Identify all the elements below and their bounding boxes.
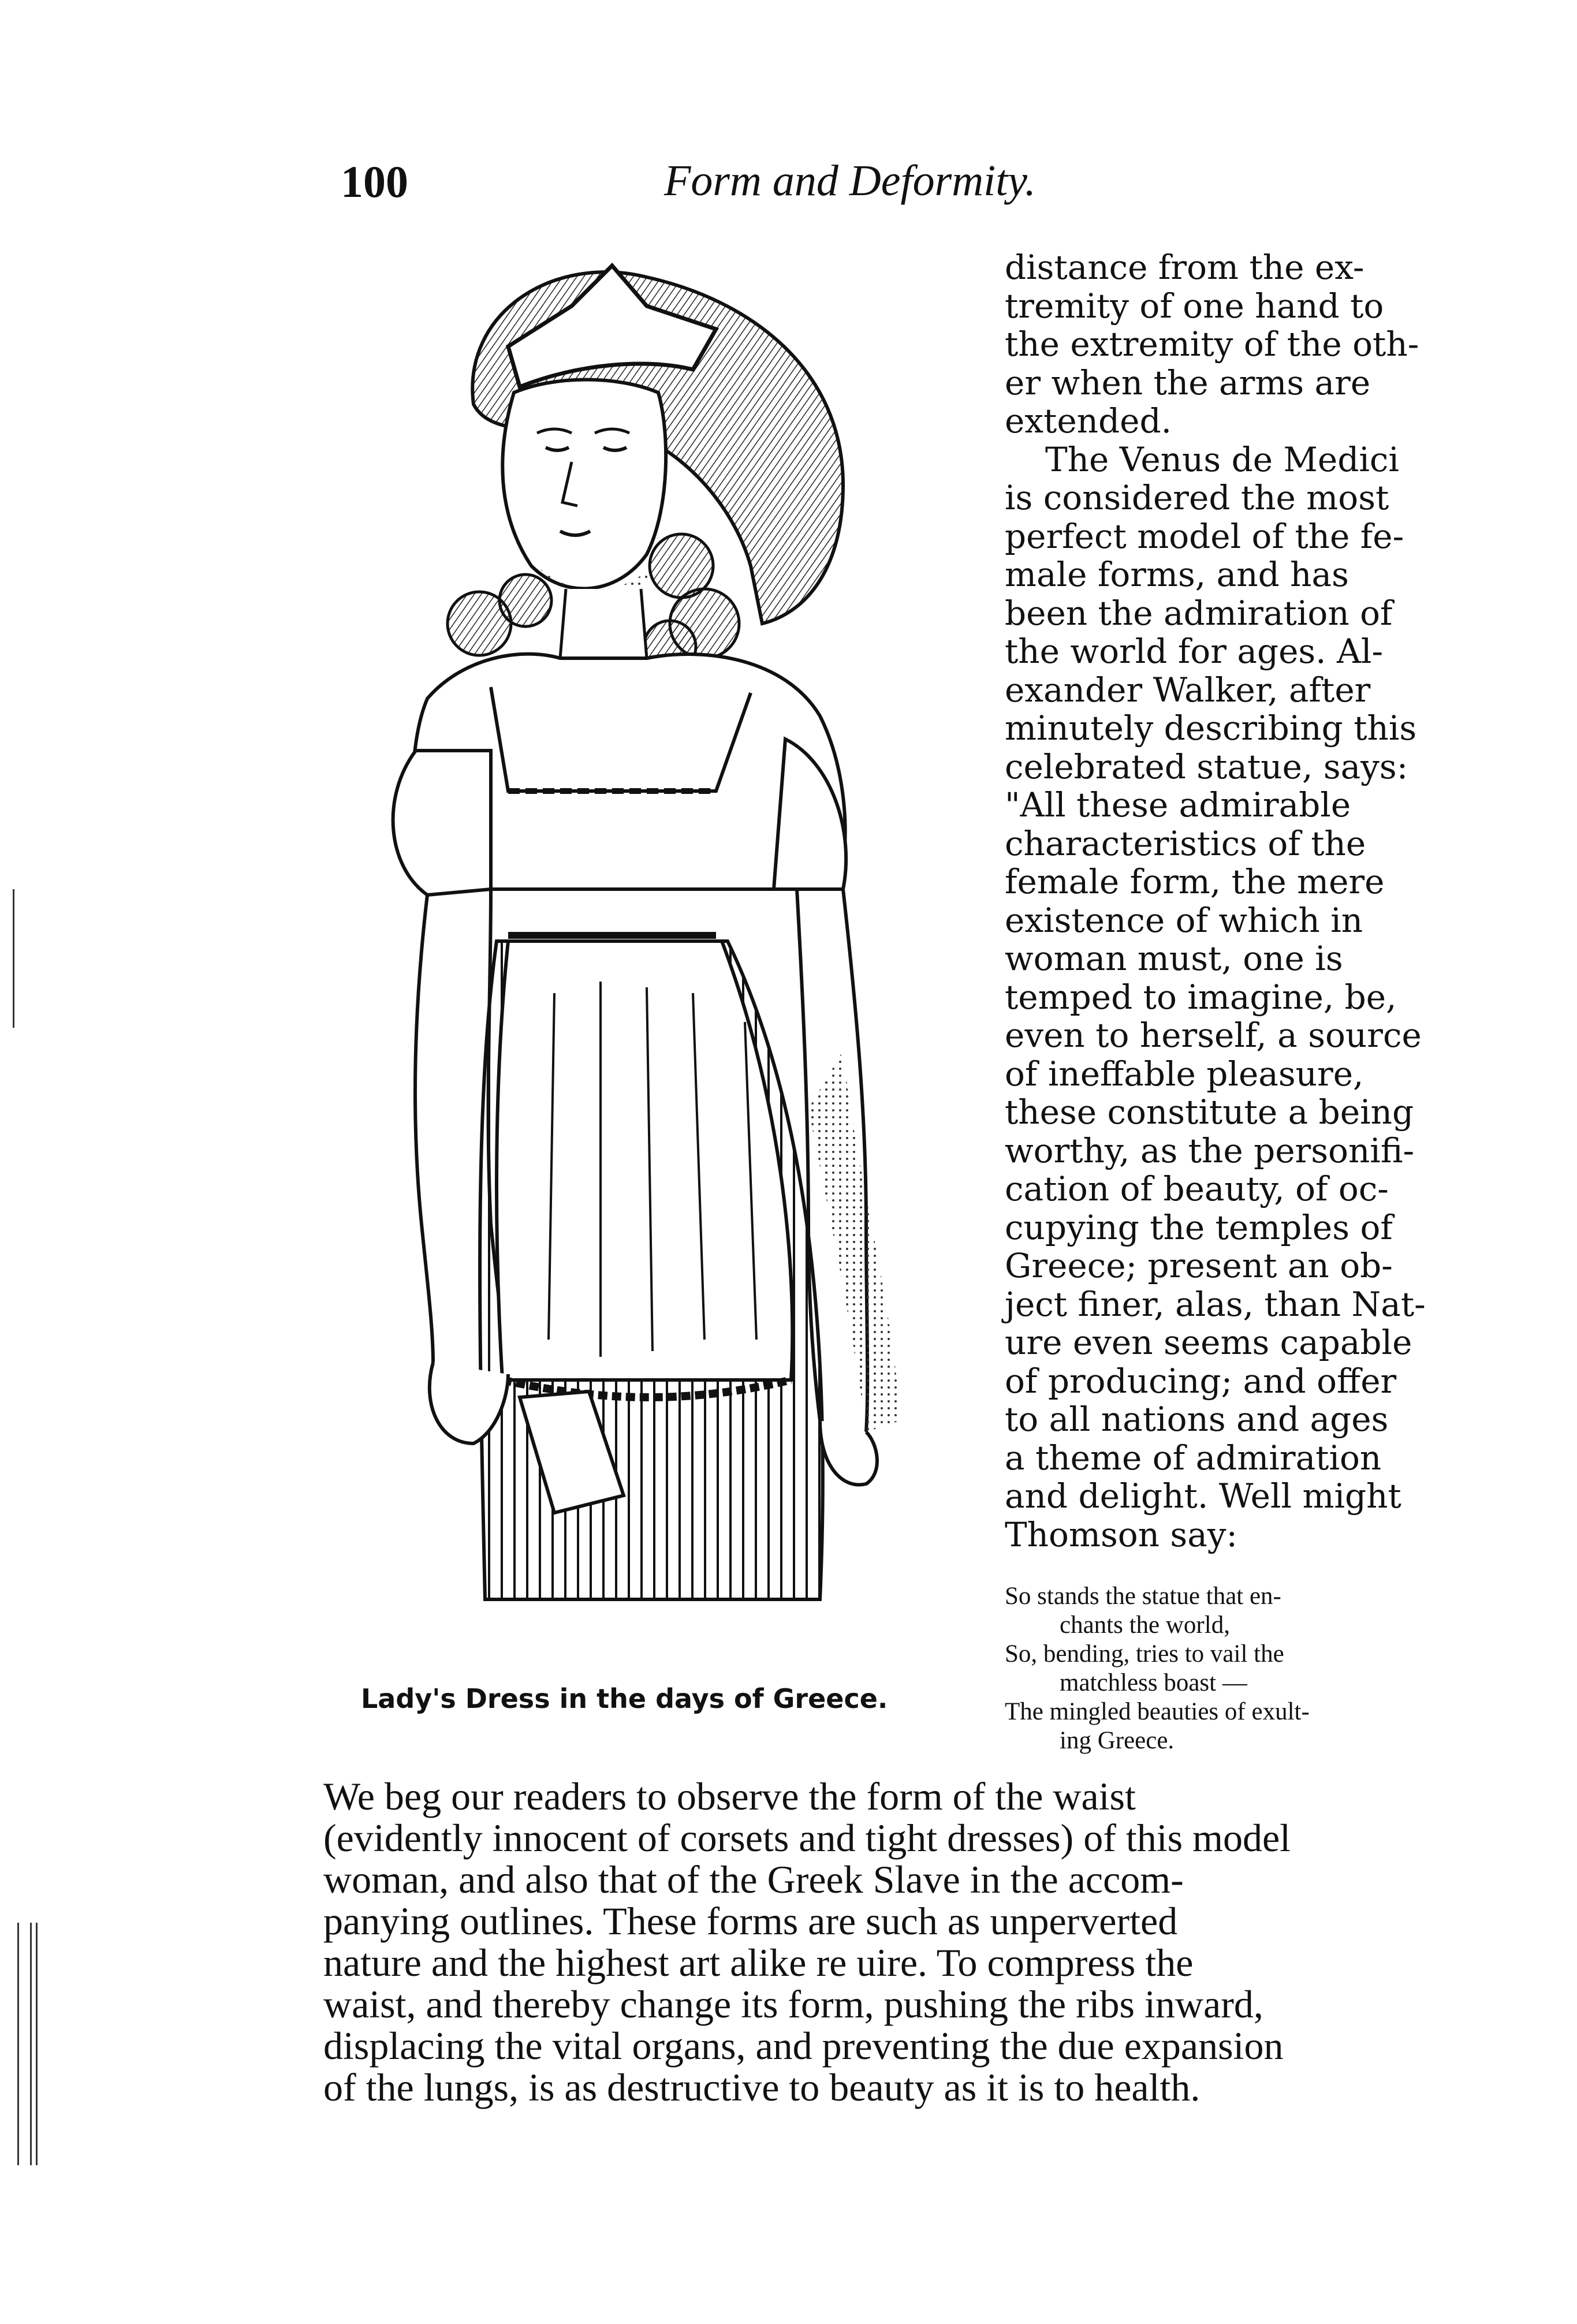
gutter-mark: [17, 1923, 19, 2165]
text-line: woman, and also that of the Greek Slave in the accom-: [323, 1857, 1184, 1901]
text-line: extended.: [1005, 401, 1172, 441]
text-line: cupying the temples of: [1005, 1207, 1393, 1247]
text-line: "All these admirable: [1005, 785, 1351, 825]
verse-line: The mingled beauties of exult-: [1005, 1698, 1310, 1725]
text-line: woman must, one is: [1005, 939, 1343, 978]
body-paragraph: [323, 1775, 1449, 2108]
text-line: these constitute a being: [1005, 1092, 1414, 1132]
text-line: even to herself, a source: [1005, 1016, 1422, 1055]
text-line: male forms, and has: [1005, 555, 1349, 594]
text-line: perfect model of the fe-: [1005, 516, 1404, 556]
text-line: been the admiration of: [1005, 593, 1393, 633]
text-line: the extremity of the oth-: [1005, 324, 1419, 364]
verse-quotation: [1005, 1582, 1467, 1755]
text-line: We beg our readers to observe the form of the waist: [323, 1774, 1136, 1818]
text-line: existence of which in: [1005, 900, 1363, 940]
text-line: panying outlines. These forms are such as unperverted: [323, 1899, 1178, 1943]
verse-line: So stands the statue that en-: [1005, 1583, 1281, 1610]
text-line: ject finer, alas, than Nat-: [1005, 1284, 1426, 1324]
verse-line: ing Greece.: [1060, 1727, 1175, 1754]
text-line: cation of beauty, of oc-: [1005, 1169, 1389, 1208]
text-line: distance from the ex-: [1005, 248, 1365, 287]
text-line: of the lungs, is as destructive to beauty as it is to health.: [323, 2065, 1201, 2109]
illustration: [346, 243, 982, 1698]
text-line: exander Walker, after: [1005, 670, 1371, 710]
text-line: is considered the most: [1005, 478, 1389, 517]
text-line: minutely describing this: [1005, 708, 1417, 748]
text-line: temped to imagine, be,: [1005, 977, 1397, 1017]
text-line: a theme of admiration: [1005, 1438, 1382, 1478]
text-line: waist, and thereby change its form, pushing the ribs inward,: [323, 1982, 1263, 2026]
text-line: of producing; and offer: [1005, 1361, 1397, 1401]
verse-line: matchless boast —: [1060, 1669, 1247, 1696]
gutter-mark: [36, 1923, 38, 2165]
text-line: to all nations and ages: [1005, 1400, 1389, 1439]
text-line: tremity of one hand to: [1005, 286, 1384, 326]
text-line: the world for ages. Al-: [1005, 632, 1384, 671]
text-line: of ineffable pleasure,: [1005, 1054, 1364, 1094]
page-header: [0, 156, 1577, 219]
text-line: er when the arms are: [1005, 363, 1371, 402]
right-column-text: [1005, 248, 1444, 1554]
gutter-mark: [13, 889, 14, 1028]
text-line: Thomson say:: [1005, 1514, 1238, 1554]
text-line: (evidently innocent of corsets and tight dresses) of this model: [323, 1816, 1291, 1860]
figure-caption: Lady's Dress in the days of Greece.: [361, 1683, 888, 1714]
text-line: characteristics of the: [1005, 823, 1366, 863]
text-line: nature and the highest art alike re uire. To compress the: [323, 1941, 1194, 1984]
verse-line: So, bending, tries to vail the: [1005, 1640, 1284, 1668]
text-line: worthy, as the personifi-: [1005, 1131, 1415, 1170]
page-number: 100: [341, 156, 408, 207]
running-head: Form and Deformity.: [664, 156, 1036, 205]
lady-grecian-dress-icon: [346, 243, 982, 1669]
text-line: displacing the vital organs, and preventing the due expansion: [323, 2024, 1284, 2068]
verse-line: chants the world,: [1060, 1611, 1230, 1639]
text-line: Greece; present an ob-: [1005, 1246, 1393, 1285]
text-line: ure even seems capable: [1005, 1323, 1412, 1362]
text-line: and delight. Well might: [1005, 1476, 1401, 1516]
text-line: celebrated statue, says:: [1005, 747, 1408, 786]
text-line: female form, the mere: [1005, 862, 1385, 901]
gutter-mark: [30, 1923, 32, 2165]
text-line: The Venus de Medici: [1045, 439, 1399, 479]
